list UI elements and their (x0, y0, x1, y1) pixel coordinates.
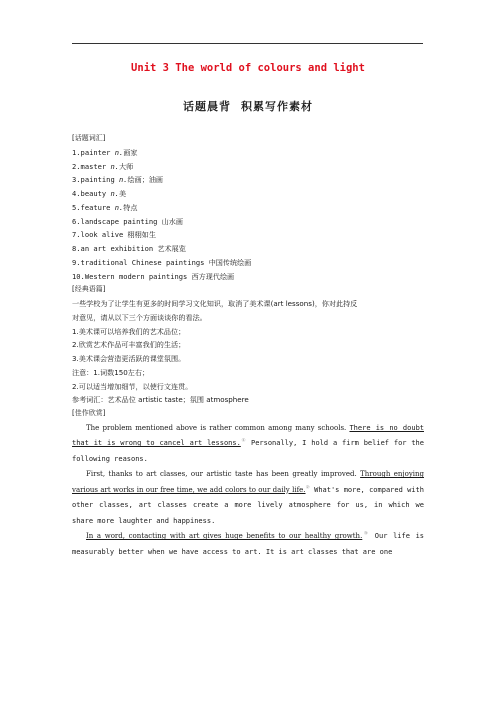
note-item: 2.可以适当增加细节，以使行文连贯。 (72, 381, 193, 391)
subtitle-left: 话题晨背 (183, 100, 231, 113)
model-paragraph-3: In a word, contacting with art gives huge benefits to our healthy growth.③ Our life is measurably better when we have access to art. It is art classes that are one (72, 531, 424, 556)
model-paragraph-2: First, thanks to art classes, our artistic taste has been greatly improved. Through enjoying various art works in our free time, we add colors to our daily life.② What's more, compared with other classes, art classes create a more lively atmosphere for us, in which we share more laughter and happiness. (72, 470, 424, 525)
point-item: 2.欣赏艺术作品可丰富我们的生活； (72, 340, 186, 350)
vocab-heading: [话题词汇] (72, 134, 106, 142)
topic-intro-line: 对意见，请从以下三个方面谈谈你的看法。 (72, 312, 207, 322)
topic-intro-line: 一些学校为了让学生有更多的时间学习文化知识，取消了美术课(art lessons)，你对此持反 (72, 299, 358, 308)
vocab-item: 2.master n.大师 (72, 161, 134, 171)
vocab-item: 4.beauty n.美 (72, 189, 127, 198)
vocab-item: 6.landscape painting 山水画 (72, 216, 183, 226)
document-body (72, 132, 424, 560)
header-rule (72, 43, 423, 44)
vocab-list (72, 146, 424, 284)
reference-words: 参考词汇：艺术品位 artistic taste；氛围 atmosphere (72, 395, 249, 405)
model-paragraph-1: The problem mentioned above is rather common among many schools. There is no doubt that it is wrong to cancel art lessons.① Personally, I hold a firm belief for the following reasons. (72, 423, 424, 463)
vocab-item: 7.look alive 栩栩如生 (72, 230, 156, 240)
topic-heading: [经典语篇] (72, 285, 106, 294)
vocab-item: 9.traditional Chinese paintings 中国传统绘画 (72, 257, 252, 267)
vocab-item: 1.painter n.画家 (72, 147, 138, 157)
subtitle-right: 积累写作素材 (241, 100, 313, 113)
point-item: 3.美术课会营造更活跃的课堂氛围。 (72, 354, 186, 363)
point-item: 1.美术课可以培养我们的艺术品位； (72, 326, 186, 336)
section-subtitle (0, 98, 496, 114)
vocab-item: 3.painting n.绘画；油画 (72, 175, 164, 185)
vocab-item: 10.Western modern paintings 西方现代绘画 (72, 271, 235, 281)
note-item: 注意：1.词数150左右； (72, 367, 150, 377)
model-heading: [佳作欣赏] (72, 409, 106, 417)
vocab-item: 8.an art exhibition 艺术展览 (72, 244, 186, 253)
unit-title: Unit 3 The world of colours and light (131, 62, 365, 74)
vocab-item: 5.feature n.特点 (72, 202, 138, 212)
